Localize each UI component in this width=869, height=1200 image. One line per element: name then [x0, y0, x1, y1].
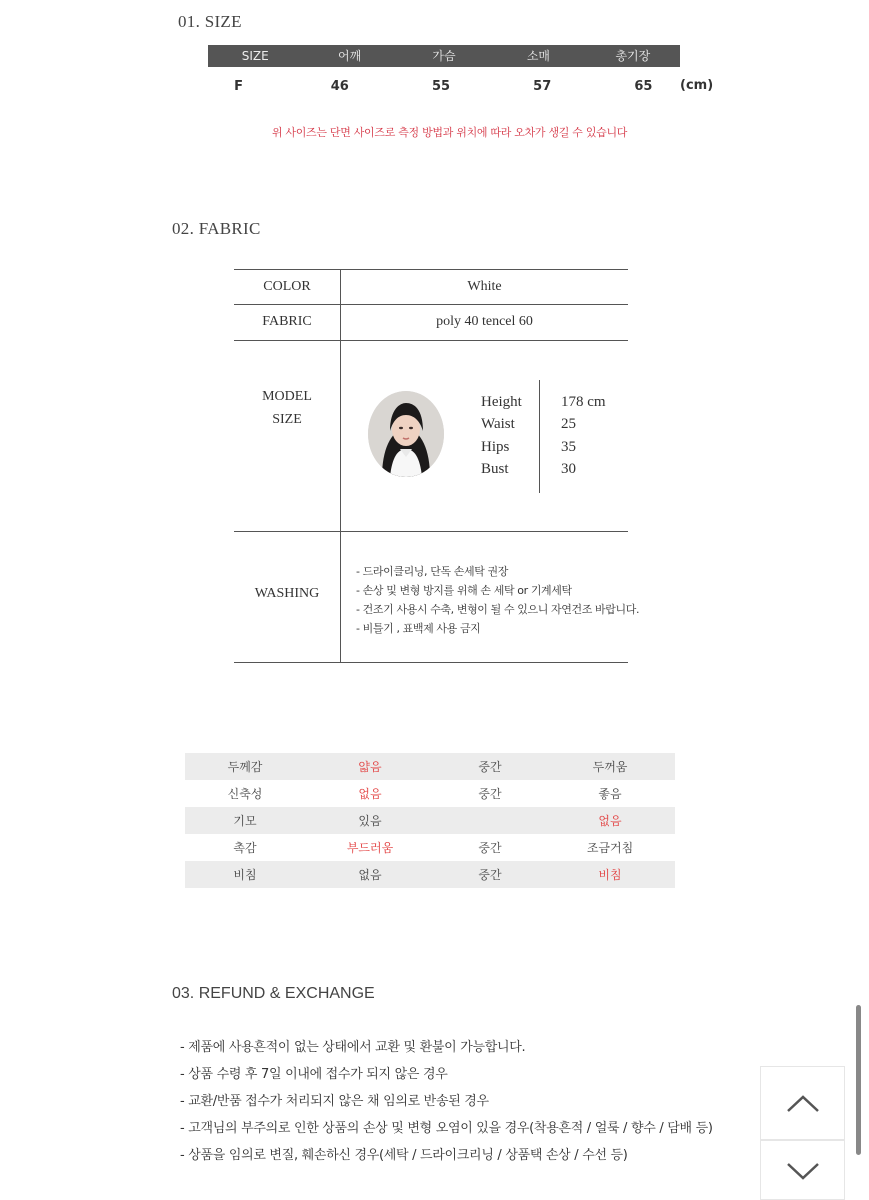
model-value: 25 — [561, 416, 576, 432]
fabric-section-title: 02. FABRIC — [172, 219, 261, 238]
fabric-label: FABRIC — [262, 314, 312, 329]
model-label-line2: SIZE — [272, 412, 302, 427]
color-value: White — [467, 279, 502, 294]
property-option: 중간 — [478, 841, 502, 855]
model-label-line1: MODEL — [262, 389, 312, 404]
refund-item: - 제품에 사용흔적이 없는 상태에서 교환 및 환불이 가능합니다. — [180, 1040, 526, 1055]
table-rule — [234, 269, 628, 270]
washing-item: - 비틀기 , 표백제 사용 금지 — [356, 622, 481, 635]
refund-item: - 교환/반품 접수가 처리되지 않은 채 임의로 반송된 경우 — [180, 1094, 489, 1109]
washing-item: - 건조기 사용시 수축, 변형이 될 수 있으니 자연건조 바랍니다. — [356, 603, 640, 616]
property-option: 중간 — [478, 760, 502, 774]
property-row — [185, 861, 675, 888]
property-option: 중간 — [478, 868, 502, 882]
size-header-cell: 소매 — [526, 49, 551, 63]
size-header-cell: SIZE — [241, 49, 269, 63]
refund-item: - 상품을 임의로 변질, 훼손하신 경우(세탁 / 드라이크리닝 / 상품택 손상 / 수선 등) — [180, 1148, 628, 1163]
property-option: 비침 — [598, 868, 622, 882]
size-cell: 57 — [533, 79, 552, 94]
property-option: 중간 — [478, 787, 502, 801]
property-option: 있음 — [358, 814, 382, 828]
property-option: 두꺼움 — [592, 760, 628, 774]
table-rule — [234, 531, 628, 532]
property-option: 조금거침 — [586, 841, 634, 855]
property-row — [185, 780, 675, 807]
property-option: 없음 — [358, 868, 382, 882]
fabric-value: poly 40 tencel 60 — [436, 314, 533, 329]
size-cell: 46 — [330, 79, 349, 94]
washing-label: WASHING — [254, 586, 320, 601]
washing-item: - 손상 및 변형 방지를 위해 손 세탁 or 기계세탁 — [356, 584, 572, 597]
model-key: Height — [481, 394, 522, 410]
scroll-bottom-button[interactable] — [760, 1140, 845, 1200]
size-header-cell: 어깨 — [338, 49, 362, 63]
property-name: 촉감 — [233, 841, 257, 855]
refund-item: - 고객님의 부주의로 인한 상품의 손상 및 변형 오염이 있을 경우(착용흔적 / 얼룩 / 향수 / 담배 등) — [180, 1121, 713, 1136]
size-cell: F — [234, 79, 244, 94]
size-cell: 55 — [431, 79, 451, 94]
property-name: 비침 — [233, 868, 257, 882]
size-section-title: 01. SIZE — [178, 12, 242, 31]
scrollbar[interactable] — [856, 1005, 861, 1155]
scroll-top-button[interactable] — [760, 1066, 845, 1140]
model-value: 35 — [561, 439, 576, 455]
size-cell: 65 — [634, 79, 653, 94]
property-option: 없음 — [598, 814, 622, 828]
model-value: 178 cm — [561, 394, 606, 410]
size-unit: (cm) — [680, 78, 714, 93]
size-header-cell: 총기장 — [615, 49, 651, 63]
color-label: COLOR — [263, 279, 311, 294]
property-name: 두께감 — [227, 760, 263, 774]
chevron-down-icon — [786, 1160, 820, 1180]
property-name: 신축성 — [227, 787, 263, 801]
model-key: Waist — [481, 416, 515, 432]
model-value: 30 — [561, 461, 576, 477]
property-row — [185, 753, 675, 780]
property-option: 부드러움 — [346, 841, 394, 855]
property-row — [185, 807, 675, 834]
table-rule — [234, 340, 628, 341]
property-option: 없음 — [358, 787, 382, 801]
size-table-row — [188, 76, 694, 98]
property-row — [185, 834, 675, 861]
property-option: 좋음 — [598, 787, 622, 801]
chevron-up-icon — [786, 1093, 820, 1113]
table-rule — [234, 304, 628, 305]
model-key: Bust — [481, 461, 509, 477]
model-key: Hips — [481, 439, 510, 455]
model-photo — [368, 391, 444, 477]
property-name: 기모 — [233, 814, 257, 828]
size-header-cell: 가슴 — [432, 49, 456, 63]
size-table-header — [208, 45, 680, 67]
refund-section-title: 03. REFUND & EXCHANGE — [172, 985, 375, 1002]
model-divider — [539, 380, 540, 493]
refund-item: - 상품 수령 후 7일 이내에 접수가 되지 않은 경우 — [180, 1067, 448, 1082]
washing-item: - 드라이클리닝, 단독 손세탁 권장 — [356, 565, 508, 578]
size-note: 위 사이즈는 단면 사이즈로 측정 방법과 위치에 따라 오차가 생길 수 있습니다 — [271, 126, 628, 139]
property-option: 얇음 — [358, 760, 382, 774]
table-rule — [234, 662, 628, 663]
